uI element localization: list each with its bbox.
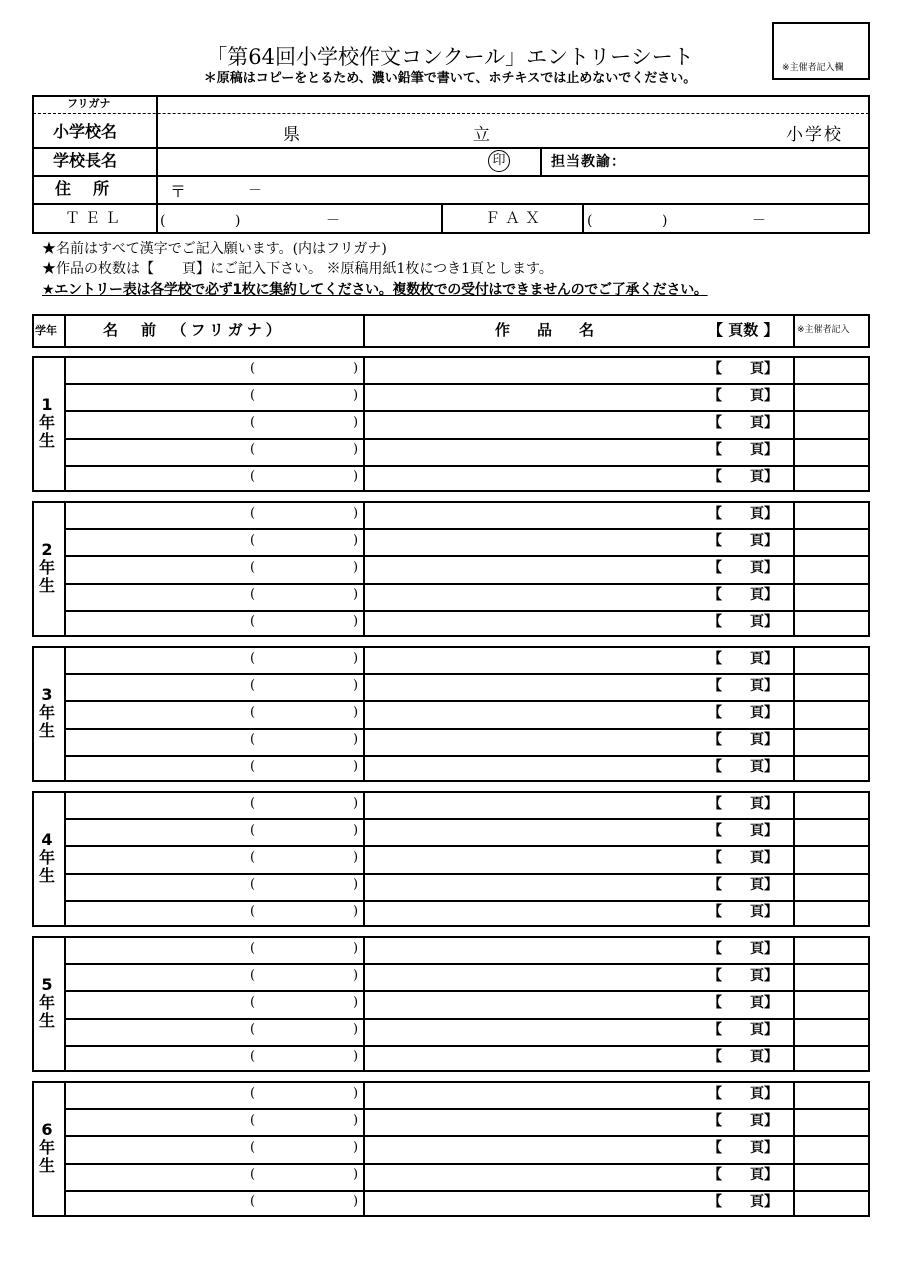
furigana-paren-open: ( (250, 678, 256, 693)
furigana-paren-close: ) (353, 732, 359, 747)
furigana-paren-close: ) (353, 995, 359, 1010)
furigana-paren-close: ) (353, 415, 359, 430)
col-pages-header: 【 頁数 】 (708, 321, 779, 339)
organizer-box-label: ※主催者記入欄 (782, 63, 844, 73)
fax-dash: － (752, 213, 766, 229)
student-name-input[interactable] (70, 704, 245, 723)
furigana-label: フリガナ (67, 97, 111, 110)
address-label: 住 所 (55, 179, 113, 198)
grade-label-sei: 生 (38, 866, 55, 885)
work-title-input[interactable] (370, 1112, 700, 1131)
student-name-input[interactable] (70, 1022, 245, 1041)
pages-input[interactable] (724, 877, 752, 896)
pages-bracket: 【 頁】 (708, 968, 778, 984)
furigana-paren-close: ) (353, 941, 359, 956)
tel-label: ＴＥＬ (65, 209, 126, 227)
student-name-input[interactable] (70, 904, 245, 923)
pages-input[interactable] (724, 1167, 752, 1186)
principal-label: 学校長名 (53, 151, 118, 170)
pages-input[interactable] (724, 614, 752, 633)
pages-input[interactable] (724, 1112, 752, 1131)
pages-input[interactable] (724, 360, 752, 379)
pages-bracket: 【 頁】 (708, 1140, 778, 1156)
work-title-input[interactable] (370, 940, 700, 959)
pages-bracket: 【 頁】 (708, 705, 778, 721)
furigana-paren-close: ) (353, 1194, 359, 1209)
pages-input[interactable] (724, 795, 752, 814)
work-title-input[interactable] (370, 704, 700, 723)
pages-input[interactable] (724, 505, 752, 524)
work-title-input[interactable] (370, 469, 700, 488)
pages-bracket: 【 頁】 (708, 732, 778, 748)
furigana-paren-close: ) (353, 587, 359, 602)
student-name-input[interactable] (70, 1112, 245, 1131)
pages-input[interactable] (724, 1139, 752, 1158)
furigana-paren-open: ( (250, 415, 256, 430)
student-furigana-input[interactable] (258, 1139, 352, 1158)
furigana-paren-close: ) (353, 560, 359, 575)
grade-label-sei: 生 (38, 1156, 55, 1175)
work-title-input[interactable] (370, 650, 700, 669)
principal-input[interactable] (162, 150, 477, 172)
student-furigana-input[interactable] (258, 1112, 352, 1131)
furigana-paren-close: ) (353, 678, 359, 693)
student-furigana-input[interactable] (258, 1022, 352, 1041)
furigana-paren-open: ( (250, 361, 256, 376)
municipality-input[interactable] (305, 120, 470, 144)
student-furigana-input[interactable] (258, 387, 352, 406)
furigana-paren-open: ( (250, 823, 256, 838)
furigana-paren-open: ( (250, 1086, 256, 1101)
furigana-paren-open: ( (250, 705, 256, 720)
student-furigana-input[interactable] (258, 469, 352, 488)
student-furigana-input[interactable] (258, 904, 352, 923)
student-furigana-input[interactable] (258, 849, 352, 868)
furigana-paren-open: ( (250, 1194, 256, 1209)
work-title-input[interactable] (370, 387, 700, 406)
work-title-input[interactable] (370, 587, 700, 606)
pages-input[interactable] (724, 940, 752, 959)
work-title-input[interactable] (370, 877, 700, 896)
furigana-paren-close: ) (353, 614, 359, 629)
pages-bracket: 【 頁】 (708, 506, 778, 522)
furigana-paren-open: ( (250, 614, 256, 629)
page-title: 「第64回小学校作文コンクール」エントリーシート (206, 45, 694, 69)
student-furigana-input[interactable] (258, 704, 352, 723)
pages-bracket: 【 頁】 (708, 1167, 778, 1183)
pages-input[interactable] (724, 994, 752, 1013)
grade-label (33, 396, 61, 450)
postal-mark: 〒 (170, 182, 187, 201)
furigana-paren-close: ) (353, 759, 359, 774)
pages-input[interactable] (724, 1085, 752, 1104)
student-name-input[interactable] (70, 414, 245, 433)
note-pages: ★作品の枚数は【 頁】にご記入下さい。 ※原稿用紙1枚につき1頁とします。 (42, 261, 553, 277)
fax-label: ＦＡＸ (485, 209, 546, 227)
student-name-input[interactable] (70, 994, 245, 1013)
furigana-paren-close: ) (353, 361, 359, 376)
pages-input[interactable] (724, 650, 752, 669)
student-furigana-input[interactable] (258, 940, 352, 959)
pages-bracket: 【 頁】 (708, 995, 778, 1011)
pages-bracket: 【 頁】 (708, 850, 778, 866)
pages-bracket: 【 頁】 (708, 759, 778, 775)
work-title-input[interactable] (370, 904, 700, 923)
prefecture-input[interactable] (162, 120, 277, 144)
furigana-paren-close: ) (353, 1022, 359, 1037)
student-name-input[interactable] (70, 967, 245, 986)
furigana-paren-open: ( (250, 877, 256, 892)
pages-bracket: 【 頁】 (708, 823, 778, 839)
furigana-paren-open: ( (250, 651, 256, 666)
furigana-paren-close: ) (353, 968, 359, 983)
pages-bracket: 【 頁】 (708, 587, 778, 603)
pages-input[interactable] (724, 442, 752, 461)
grade-label (33, 976, 61, 1030)
furigana-paren-close: ) (353, 388, 359, 403)
student-furigana-input[interactable] (258, 360, 352, 379)
furigana-paren-open: ( (250, 1167, 256, 1182)
student-furigana-input[interactable] (258, 967, 352, 986)
pages-bracket: 【 頁】 (708, 1086, 778, 1102)
furigana-paren-close: ) (353, 705, 359, 720)
pages-input[interactable] (724, 387, 752, 406)
student-name-input[interactable] (70, 387, 245, 406)
student-name-input[interactable] (70, 1085, 245, 1104)
pages-input[interactable] (724, 532, 752, 551)
furigana-paren-open: ( (250, 1022, 256, 1037)
pages-input[interactable] (724, 967, 752, 986)
address-input[interactable] (280, 178, 862, 200)
seal-label: 印 (492, 153, 506, 168)
grade-label-num: 1 (41, 395, 53, 414)
student-furigana-input[interactable] (258, 732, 352, 751)
furigana-paren-close: ) (353, 796, 359, 811)
note-kanji: ★名前はすべて漢字でご記入願います。(内はフリガナ) (42, 241, 387, 257)
pages-bracket: 【 頁】 (708, 1113, 778, 1129)
student-name-input[interactable] (70, 505, 245, 524)
pages-bracket: 【 頁】 (708, 388, 778, 404)
fax-paren-close: ) (662, 213, 668, 229)
grade-label (33, 831, 61, 885)
pages-input[interactable] (724, 732, 752, 751)
student-furigana-input[interactable] (258, 795, 352, 814)
furigana-paren-open: ( (250, 1049, 256, 1064)
student-name-input[interactable] (70, 469, 245, 488)
pages-input[interactable] (724, 1194, 752, 1213)
student-furigana-input[interactable] (258, 1167, 352, 1186)
work-title-input[interactable] (370, 759, 700, 778)
student-name-input[interactable] (70, 732, 245, 751)
student-furigana-input[interactable] (258, 759, 352, 778)
note-single-sheet: ★エントリー表は各学校で必ず1枚に集約してください。複数枚での受付はできませんのでご了承ください。 (42, 282, 708, 298)
col-name-header: 名 前 （フリガナ） (103, 321, 285, 339)
furigana-paren-open: ( (250, 587, 256, 602)
pages-input[interactable] (724, 1022, 752, 1041)
student-furigana-input[interactable] (258, 442, 352, 461)
pages-bracket: 【 頁】 (708, 560, 778, 576)
work-title-input[interactable] (370, 967, 700, 986)
furigana-paren-close: ) (353, 850, 359, 865)
student-name-input[interactable] (70, 940, 245, 959)
furigana-paren-close: ) (353, 1049, 359, 1064)
grade-label-year: 年 (38, 993, 55, 1012)
work-title-input[interactable] (370, 994, 700, 1013)
furigana-paren-open: ( (250, 1140, 256, 1155)
grade-label-num: 4 (41, 830, 53, 849)
grade-label-sei: 生 (38, 1011, 55, 1030)
student-name-input[interactable] (70, 650, 245, 669)
pages-input[interactable] (724, 849, 752, 868)
furigana-paren-open: ( (250, 796, 256, 811)
pages-bracket: 【 頁】 (708, 651, 778, 667)
pages-bracket: 【 頁】 (708, 678, 778, 694)
work-title-input[interactable] (370, 795, 700, 814)
pages-bracket: 【 頁】 (708, 904, 778, 920)
pages-bracket: 【 頁】 (708, 614, 778, 630)
furigana-paren-open: ( (250, 732, 256, 747)
col-work-header: 作 品 名 (495, 321, 601, 339)
grade-label-num: 2 (41, 540, 53, 559)
pages-bracket: 【 頁】 (708, 1194, 778, 1210)
pages-bracket: 【 頁】 (708, 1022, 778, 1038)
student-name-input[interactable] (70, 360, 245, 379)
fax-paren-open: ( (587, 213, 593, 229)
student-furigana-input[interactable] (258, 587, 352, 606)
pages-bracket: 【 頁】 (708, 796, 778, 812)
grade-label-sei: 生 (38, 721, 55, 740)
student-furigana-input[interactable] (258, 1194, 352, 1213)
pages-bracket: 【 頁】 (708, 941, 778, 957)
pages-bracket: 【 頁】 (708, 533, 778, 549)
grade-label-year: 年 (38, 413, 55, 432)
furigana-paren-open: ( (250, 506, 256, 521)
work-title-input[interactable] (370, 822, 700, 841)
furigana-paren-close: ) (353, 533, 359, 548)
grade-label (33, 1121, 61, 1175)
pages-bracket: 【 頁】 (708, 469, 778, 485)
work-title-input[interactable] (370, 532, 700, 551)
student-name-input[interactable] (70, 877, 245, 896)
work-title-input[interactable] (370, 360, 700, 379)
work-title-input[interactable] (370, 442, 700, 461)
student-furigana-input[interactable] (258, 532, 352, 551)
public-label: 立 (473, 125, 490, 145)
work-title-input[interactable] (370, 1139, 700, 1158)
student-name-input[interactable] (70, 614, 245, 633)
page-subtitle: ＊原稿はコピーをとるため、濃い鉛筆で書いて、ホチキスでは止めないでください。 (203, 71, 697, 86)
col-organizer-header: ※主催者記入 (797, 325, 850, 335)
postal-dash: － (248, 183, 262, 199)
student-name-input[interactable] (70, 1194, 245, 1213)
furigana-paren-open: ( (250, 1113, 256, 1128)
work-title-input[interactable] (370, 849, 700, 868)
grade-label-year: 年 (38, 1138, 55, 1157)
pages-bracket: 【 頁】 (708, 361, 778, 377)
student-name-input[interactable] (70, 532, 245, 551)
furigana-paren-open: ( (250, 968, 256, 983)
tel-paren-close: ) (235, 213, 241, 229)
student-furigana-input[interactable] (258, 1049, 352, 1068)
furigana-paren-close: ) (353, 904, 359, 919)
pages-input[interactable] (724, 1049, 752, 1068)
furigana-paren-close: ) (353, 469, 359, 484)
pages-input[interactable] (724, 759, 752, 778)
student-name-input[interactable] (70, 677, 245, 696)
pages-input[interactable] (724, 559, 752, 578)
furigana-paren-open: ( (250, 388, 256, 403)
school-furigana-input[interactable] (162, 97, 862, 112)
student-furigana-input[interactable] (258, 877, 352, 896)
student-furigana-input[interactable] (258, 1085, 352, 1104)
furigana-paren-open: ( (250, 850, 256, 865)
pages-bracket: 【 頁】 (708, 415, 778, 431)
grade-label-sei: 生 (38, 431, 55, 450)
pages-input[interactable] (724, 704, 752, 723)
furigana-paren-open: ( (250, 560, 256, 575)
pages-input[interactable] (724, 469, 752, 488)
pages-bracket: 【 頁】 (708, 877, 778, 893)
grade-label-year: 年 (38, 558, 55, 577)
teacher-input[interactable] (640, 150, 862, 172)
student-furigana-input[interactable] (258, 650, 352, 669)
furigana-paren-close: ) (353, 877, 359, 892)
tel-input[interactable] (170, 207, 435, 229)
fax-input[interactable] (597, 207, 862, 229)
student-furigana-input[interactable] (258, 994, 352, 1013)
pages-bracket: 【 頁】 (708, 1049, 778, 1065)
work-title-input[interactable] (370, 677, 700, 696)
work-title-input[interactable] (370, 1085, 700, 1104)
grade-label-sei: 生 (38, 576, 55, 595)
student-furigana-input[interactable] (258, 614, 352, 633)
student-furigana-input[interactable] (258, 414, 352, 433)
teacher-label: 担当教諭： (551, 154, 626, 170)
pages-input[interactable] (724, 587, 752, 606)
furigana-paren-open: ( (250, 469, 256, 484)
student-furigana-input[interactable] (258, 505, 352, 524)
school-name-label: 小学校名 (53, 122, 118, 141)
grade-label-num: 5 (41, 975, 53, 994)
furigana-paren-close: ) (353, 651, 359, 666)
student-name-input[interactable] (70, 1167, 245, 1186)
grade-label-year: 年 (38, 848, 55, 867)
student-name-input[interactable] (70, 822, 245, 841)
furigana-paren-close: ) (353, 1167, 359, 1182)
student-name-input[interactable] (70, 849, 245, 868)
work-title-input[interactable] (370, 1167, 700, 1186)
student-name-input[interactable] (70, 1139, 245, 1158)
work-title-input[interactable] (370, 559, 700, 578)
pages-input[interactable] (724, 904, 752, 923)
student-name-input[interactable] (70, 442, 245, 461)
school-suffix-label: 小学校 (786, 125, 843, 145)
furigana-paren-close: ) (353, 1086, 359, 1101)
furigana-paren-open: ( (250, 442, 256, 457)
student-furigana-input[interactable] (258, 559, 352, 578)
student-name-input[interactable] (70, 559, 245, 578)
student-furigana-input[interactable] (258, 822, 352, 841)
school-name-input[interactable] (495, 120, 775, 144)
grade-label (33, 541, 61, 595)
furigana-paren-close: ) (353, 442, 359, 457)
furigana-paren-open: ( (250, 995, 256, 1010)
work-title-input[interactable] (370, 1194, 700, 1213)
student-name-input[interactable] (70, 759, 245, 778)
tel-paren-open: ( (160, 213, 166, 229)
work-title-input[interactable] (370, 1049, 700, 1068)
work-title-input[interactable] (370, 614, 700, 633)
student-name-input[interactable] (70, 1049, 245, 1068)
furigana-paren-open: ( (250, 759, 256, 774)
pages-input[interactable] (724, 414, 752, 433)
work-title-input[interactable] (370, 505, 700, 524)
furigana-paren-close: ) (353, 1140, 359, 1155)
pages-input[interactable] (724, 677, 752, 696)
work-title-input[interactable] (370, 732, 700, 751)
furigana-paren-open: ( (250, 904, 256, 919)
student-name-input[interactable] (70, 587, 245, 606)
grade-label (33, 686, 61, 740)
pages-bracket: 【 頁】 (708, 442, 778, 458)
furigana-paren-close: ) (353, 1113, 359, 1128)
student-name-input[interactable] (70, 795, 245, 814)
grade-label-year: 年 (38, 703, 55, 722)
furigana-paren-close: ) (353, 823, 359, 838)
pages-input[interactable] (724, 822, 752, 841)
furigana-paren-open: ( (250, 941, 256, 956)
work-title-input[interactable] (370, 414, 700, 433)
seal-mark (488, 150, 510, 172)
tel-dash: － (326, 213, 340, 229)
furigana-paren-close: ) (353, 506, 359, 521)
grade-label-num: 6 (41, 1120, 53, 1139)
grade-label-num: 3 (41, 685, 53, 704)
prefecture-label: 県 (283, 125, 300, 145)
furigana-paren-open: ( (250, 533, 256, 548)
col-grade-header: 学年 (35, 324, 57, 337)
work-title-input[interactable] (370, 1022, 700, 1041)
student-furigana-input[interactable] (258, 677, 352, 696)
